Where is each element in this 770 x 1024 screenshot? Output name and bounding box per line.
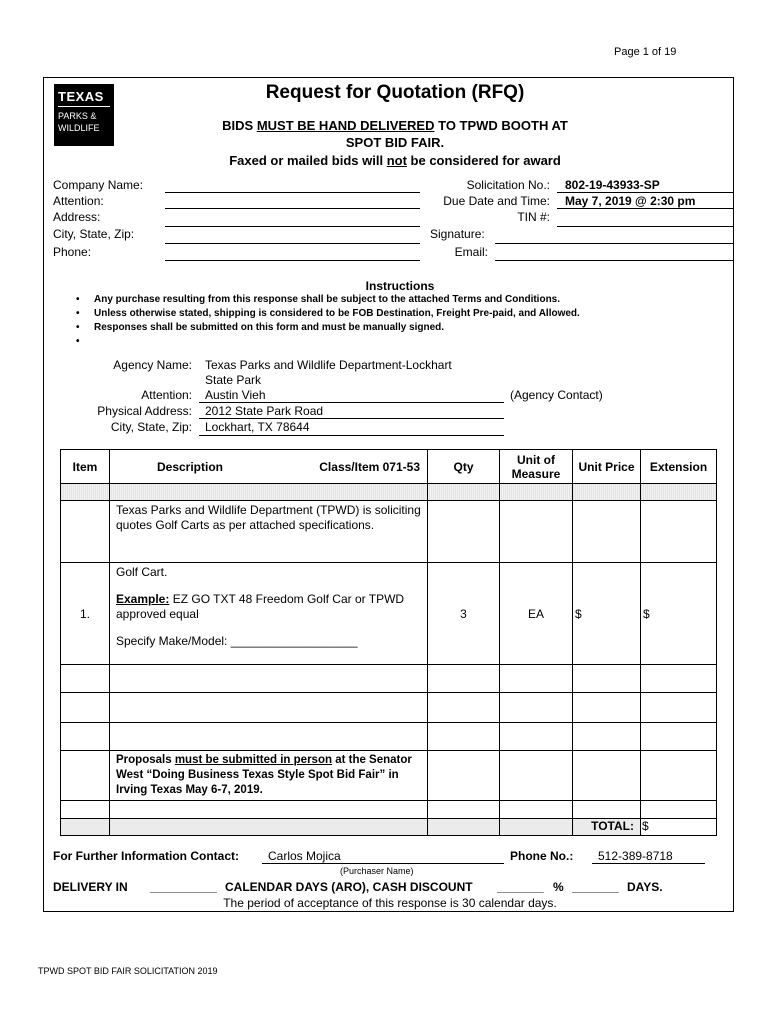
intro-text: Texas Parks and Wildlife Department (TPWD) is soliciting quotes Golf Carts as per attached specifications. bbox=[110, 501, 428, 563]
header-extension: Extension bbox=[641, 450, 717, 484]
acceptance-note: The period of acceptance of this response is 30 calendar days. bbox=[223, 896, 557, 910]
physical-address-label: Physical Address: bbox=[97, 404, 192, 418]
item-extension[interactable]: $ bbox=[641, 563, 717, 665]
agency-city-value: Lockhart, TX 78644 bbox=[205, 420, 310, 434]
table-header-row bbox=[61, 450, 717, 484]
agency-name-value: Texas Parks and Wildlife Department-Lockhart bbox=[205, 358, 452, 372]
address-field[interactable] bbox=[165, 226, 420, 227]
signature-field[interactable] bbox=[495, 243, 733, 244]
table-row bbox=[61, 665, 717, 693]
tin-field[interactable] bbox=[557, 226, 733, 227]
due-date-value: May 7, 2019 @ 2:30 pm bbox=[565, 194, 696, 208]
attention-field[interactable] bbox=[165, 208, 420, 209]
solicitation-label: Solicitation No.: bbox=[466, 178, 550, 192]
header-item: Item bbox=[61, 450, 110, 484]
instruction-item: • Any purchase resulting from this response shall be subject to the attached Terms and Conditions. bbox=[76, 294, 561, 305]
table-row bbox=[61, 563, 717, 665]
item-qty: 3 bbox=[428, 563, 500, 665]
logo-line2: PARKS & bbox=[58, 111, 97, 121]
agency-contact-note: (Agency Contact) bbox=[510, 388, 603, 402]
instruction-item: • Responses shall be submitted on this form and must be manually signed. bbox=[76, 322, 445, 333]
agency-name-label: Agency Name: bbox=[113, 358, 192, 372]
header-unit-measure: Unit of Measure bbox=[500, 450, 573, 484]
city-state-zip-field[interactable] bbox=[165, 243, 420, 244]
physical-address-value: 2012 State Park Road bbox=[205, 404, 324, 418]
due-date-label: Due Date and Time: bbox=[443, 194, 550, 208]
item-unit-price[interactable]: $ bbox=[573, 563, 641, 665]
percent-sign: % bbox=[553, 880, 564, 894]
tpwd-logo bbox=[54, 84, 114, 146]
phone-field[interactable] bbox=[165, 260, 420, 261]
delivery-days-field[interactable]: __________ bbox=[150, 880, 217, 894]
delivery-label: DELIVERY IN bbox=[53, 880, 128, 894]
logo-line3: WILDLIFE bbox=[58, 123, 100, 133]
header-unit-price: Unit Price bbox=[573, 450, 641, 484]
total-label: TOTAL: bbox=[573, 819, 641, 836]
header-qty: Qty bbox=[428, 450, 500, 484]
purchaser-note: (Purchaser Name) bbox=[340, 866, 414, 876]
discount-field[interactable]: _______ bbox=[497, 880, 544, 894]
logo-line1: TEXAS bbox=[58, 89, 104, 104]
bid-fair-note: Proposals must be submitted in person at the Senator West “Doing Business Texas Style Spot Bid Fair” in Irving Texas May 6-7, 2019. bbox=[110, 751, 428, 801]
table-row bbox=[61, 801, 717, 819]
phone-no-label: Phone No.: bbox=[510, 849, 574, 863]
table-row bbox=[61, 693, 717, 723]
contact-name: Carlos Mojica bbox=[268, 849, 341, 863]
discount-days-field[interactable]: _______ bbox=[572, 880, 619, 894]
instruction-item: • Unless otherwise stated, shipping is considered to be FOB Destination, Freight Pre-paid, and Allowed. bbox=[76, 308, 580, 319]
signature-label: Signature: bbox=[430, 227, 485, 241]
address-label: Address: bbox=[53, 210, 101, 224]
item-uom: EA bbox=[500, 563, 573, 665]
total-value[interactable]: $ bbox=[641, 819, 717, 836]
table-row bbox=[61, 501, 717, 563]
agency-attention-value: Austin Vieh bbox=[205, 388, 266, 402]
attention-label: Attention: bbox=[53, 194, 104, 208]
footer-text: TPWD SPOT BID FAIR SOLICITATION 2019 bbox=[38, 966, 218, 976]
agency-city-label: City, State, Zip: bbox=[110, 420, 192, 434]
total-row bbox=[61, 819, 717, 836]
table-row bbox=[61, 723, 717, 751]
email-label: Email: bbox=[454, 245, 488, 259]
page-number: Page 1 of 19 bbox=[614, 46, 677, 58]
item-number: 1. bbox=[61, 563, 110, 665]
table-row bbox=[61, 484, 717, 501]
header-description: Description Class/Item 071-53 bbox=[110, 450, 428, 484]
contact-label: For Further Information Contact: bbox=[53, 849, 239, 863]
solicitation-number: 802-19-43933-SP bbox=[565, 178, 660, 192]
city-state-zip-label: City, State, Zip: bbox=[53, 227, 135, 241]
delivery-terms: CALENDAR DAYS (ARO), CASH DISCOUNT bbox=[225, 880, 473, 894]
agency-name-value-2: State Park bbox=[205, 373, 262, 387]
table-row bbox=[61, 751, 717, 801]
instructions-title: Instructions bbox=[365, 279, 435, 293]
email-field[interactable] bbox=[495, 260, 733, 261]
page-title: Request for Quotation (RFQ) bbox=[265, 82, 525, 103]
item-description: Golf Cart. Example: EZ GO TXT 48 Freedom Golf Car or TPWD approved equal Specify Make/Model: ___________________ bbox=[110, 563, 428, 665]
company-name-field[interactable] bbox=[165, 192, 420, 193]
phone-no-value: 512-389-8718 bbox=[598, 849, 673, 863]
items-table bbox=[60, 449, 717, 836]
subtitle-3: Faxed or mailed bids will not be considered for award bbox=[229, 153, 561, 168]
instruction-item: • bbox=[76, 336, 80, 347]
tin-label: TIN #: bbox=[517, 210, 550, 224]
company-name-label: Company Name: bbox=[53, 178, 144, 192]
agency-attention-label: Attention: bbox=[141, 388, 192, 402]
days-label: DAYS. bbox=[627, 880, 663, 894]
phone-label: Phone: bbox=[53, 245, 92, 259]
subtitle-2: SPOT BID FAIR. bbox=[345, 135, 445, 150]
subtitle-1: BIDS MUST BE HAND DELIVERED TO TPWD BOOTH AT bbox=[222, 118, 568, 133]
